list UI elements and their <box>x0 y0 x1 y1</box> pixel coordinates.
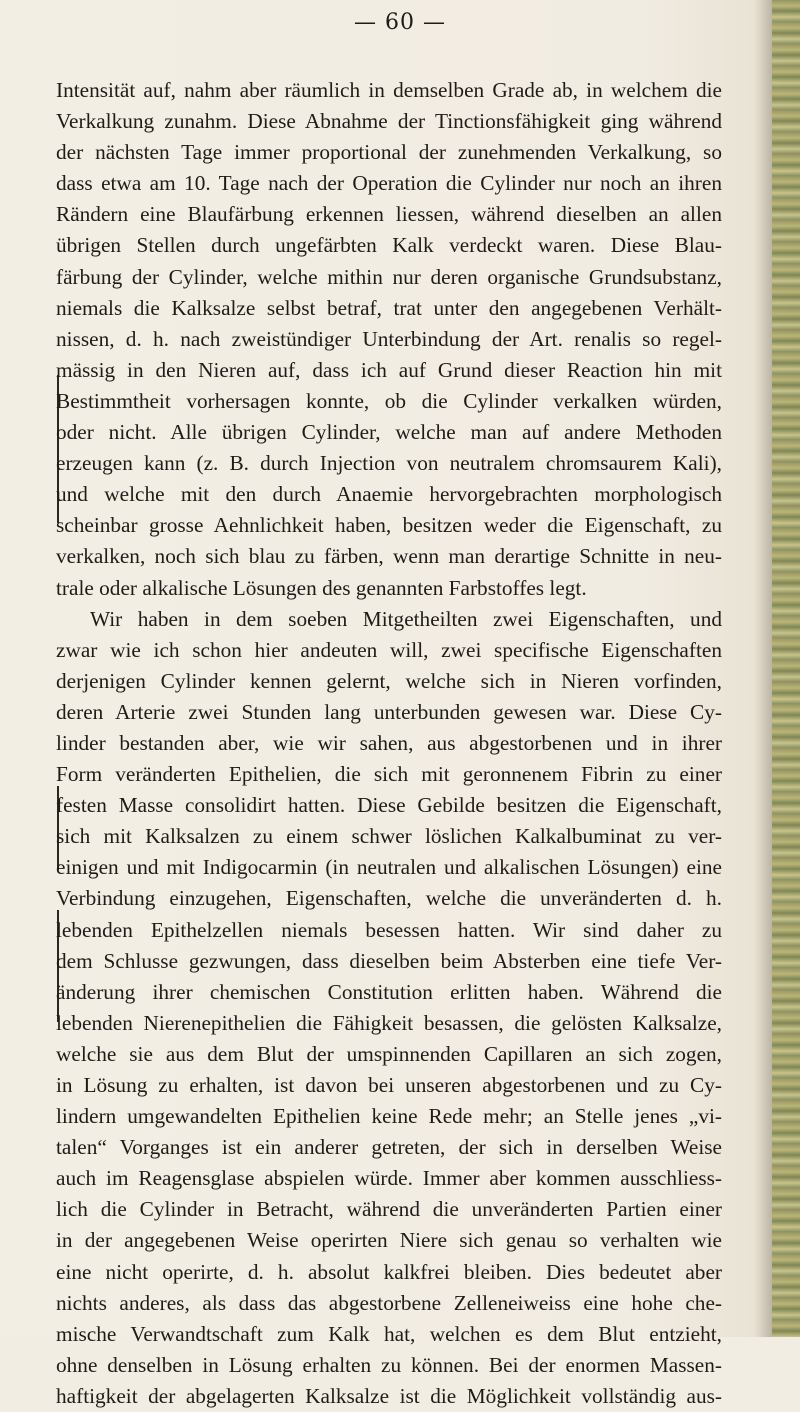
text-line: sich mit Kalksalzen zu einem schwer löslichen Kalkalbuminat zu ver- <box>56 824 722 849</box>
text-line: in der angegebenen Weise operirten Niere sich genau so verhalten wie <box>56 1228 722 1253</box>
text-line: erzeugen kann (z. B. durch Injection von neutralem chromsaurem Kali), <box>56 451 722 476</box>
text-line: derjenigen Cylinder kennen gelernt, welche sich in Nieren vorfinden, <box>56 668 722 693</box>
text-line: Wir haben in dem soeben Mitgetheilten zwei Eigenschaften, und <box>90 606 722 631</box>
text-line: änderung ihrer chemischen Constitution erlitten haben. Während die <box>56 979 722 1004</box>
text-line: Bestimmtheit vorhersagen konnte, ob die Cylinder verkalken würden, <box>56 388 722 413</box>
text-line: färbung der Cylinder, welche mithin nur deren organische Grundsubstanz, <box>56 264 722 289</box>
text-line: lindern umgewandelten Epithelien keine Rede mehr; an Stelle jenes „vi- <box>56 1104 722 1129</box>
text-line: lebenden Nierenepithelien die Fähigkeit besassen, die gelösten Kalksalze, <box>56 1010 722 1035</box>
text-line: ohne denselben in Lösung erhalten zu können. Bei der enormen Massen- <box>56 1352 722 1377</box>
text-line: verkalken, noch sich blau zu färben, wenn man derartige Schnitte in neu- <box>56 544 722 569</box>
text-line: eine nicht operirte, d. h. absolut kalkfrei bleiben. Dies bedeutet aber <box>56 1259 722 1284</box>
text-line: Rändern eine Blaufärbung erkennen liessen, während dieselben an allen <box>56 202 722 227</box>
text-line: haftigkeit der abgelagerten Kalksalze ist die Möglichkeit vollständig aus- <box>56 1383 722 1408</box>
text-line: zwar wie ich schon hier andeuten will, zwei specifische Eigenschaften <box>56 637 722 662</box>
text-line: mische Verwandtschaft zum Kalk hat, welchen es dem Blut entzieht, <box>56 1321 722 1346</box>
text-line: nissen, d. h. nach zweistündiger Unterbindung der Art. renalis so regel- <box>56 326 722 351</box>
text-line: der nächsten Tage immer proportional der zunehmenden Verkalkung, so <box>56 140 722 165</box>
text-line: linder bestanden aber, wie wir sahen, aus abgestorbenen und in ihrer <box>56 730 722 755</box>
text-line: nichts anderes, als dass das abgestorbene Zelleneiweiss eine hohe che- <box>56 1290 722 1315</box>
text-line: Intensität auf, nahm aber räumlich in demselben Grade ab, in welchem die <box>56 78 722 102</box>
text-line: oder nicht. Alle übrigen Cylinder, welche man auf andere Methoden <box>56 420 722 445</box>
text-line: Form veränderten Epithelien, die sich mit geronnenem Fibrin zu einer <box>56 762 722 787</box>
text-line: deren Arterie zwei Stunden lang unterbunden gewesen war. Diese Cy- <box>56 699 722 724</box>
text-line: welche sie aus dem Blut der umspinnenden Capillaren an sich zogen, <box>56 1041 722 1066</box>
page-number: — 60 — <box>354 10 446 35</box>
text-line: talen“ Vorganges ist ein anderer getreten, der sich in derselben Weise <box>56 1135 722 1160</box>
text-line: Verbindung einzugehen, Eigenschaften, welche die unveränderten d. h. <box>56 886 722 911</box>
text-line: mässig in den Nieren auf, dass ich auf Grund dieser Reaction hin mit <box>56 357 722 382</box>
text-line: festen Masse consolidirt hatten. Diese Gebilde besitzen die Eigenschaft, <box>56 793 722 818</box>
body-text <box>56 75 722 1412</box>
text-line: scheinbar grosse Aehnlichkeit haben, besitzen weder die Eigenschaft, zu <box>56 513 722 538</box>
text-line: einigen und mit Indigocarmin (in neutralen und alkalischen Lösungen) eine <box>56 855 722 880</box>
text-line: in Lösung zu erhalten, ist davon bei unseren abgestorbenen und zu Cy- <box>56 1073 722 1097</box>
text-line: lebenden Epithelzellen niemals besessen hatten. Wir sind daher zu <box>56 917 722 942</box>
gutter-shadow <box>754 0 772 1337</box>
book-spine-edge <box>772 0 800 1337</box>
text-line: übrigen Stellen durch ungefärbten Kalk verdeckt waren. Diese Blau- <box>56 233 722 258</box>
text-line: niemals die Kalksalze selbst betraf, trat unter den angegebenen Verhält- <box>56 295 722 320</box>
text-line: trale oder alkalische Lösungen des genannten Farbstoffes legt. <box>56 575 587 600</box>
text-line: auch im Reagensglase abspielen würde. Immer aber kommen ausschliess- <box>56 1166 722 1191</box>
text-line: dem Schlusse gezwungen, dass dieselben beim Absterben eine tiefe Ver- <box>56 948 722 973</box>
text-line: Verkalkung zunahm. Diese Abnahme der Tinctionsfähigkeit ging während <box>56 109 722 134</box>
text-line: lich die Cylinder in Betracht, während die unveränderten Partien einer <box>56 1197 722 1222</box>
text-line: und welche mit den durch Anaemie hervorgebrachten morphologisch <box>56 482 722 507</box>
text-line: dass etwa am 10. Tage nach der Operation die Cylinder nur noch an ihren <box>56 171 722 196</box>
